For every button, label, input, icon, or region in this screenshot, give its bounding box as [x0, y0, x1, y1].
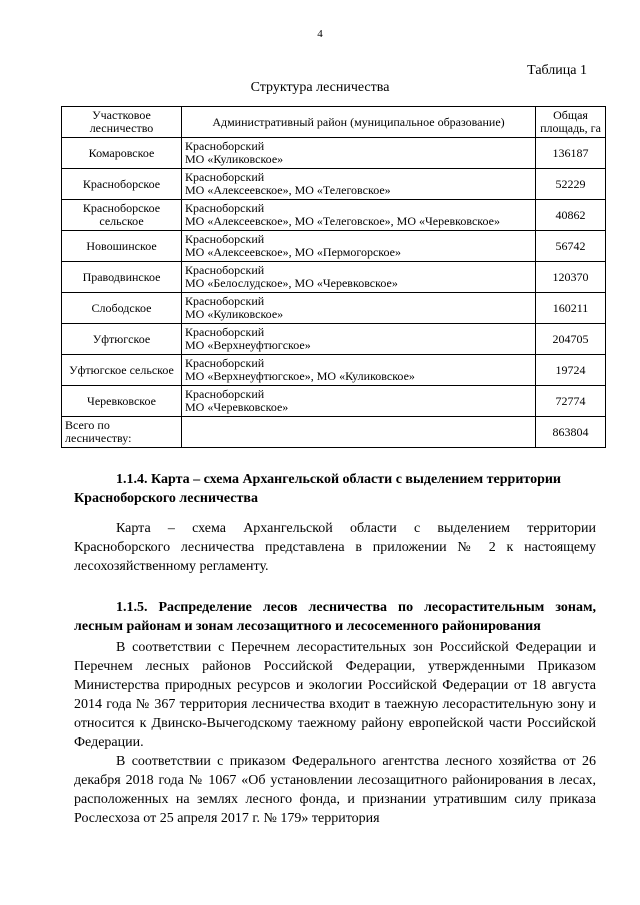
district-line: Красноборский [185, 325, 265, 339]
forestry-structure-table [61, 106, 606, 448]
table-row [62, 138, 606, 169]
row-district [182, 324, 536, 355]
row-name: Праводвинское [62, 262, 182, 293]
municipality-line: МО «Куликовское» [185, 307, 284, 321]
row-district [182, 262, 536, 293]
municipality-line: МО «Верхнеуфтюгское» [185, 338, 311, 352]
district-line: Красноборский [185, 201, 265, 215]
table-label: Таблица 1 [527, 63, 587, 78]
table-row [62, 293, 606, 324]
section-1-1-4-text: Карта – схема Архангельской области с выделением территории Красноборского лесничества представлена в приложении № 2 к настоящему лесохозяйственному регламенту. [74, 521, 596, 574]
row-name: Красноборское сельское [62, 200, 182, 231]
table-row [62, 169, 606, 200]
row-name: Черевковское [62, 386, 182, 417]
district-line: Красноборский [185, 263, 265, 277]
row-name: Уфтюгское сельское [62, 355, 182, 386]
row-district [182, 355, 536, 386]
header-district: Административный район (муниципальное образование) [182, 107, 536, 138]
total-label: Всего по лесничеству: [62, 417, 182, 448]
row-name: Комаровское [62, 138, 182, 169]
table-row [62, 355, 606, 386]
table-row [62, 262, 606, 293]
row-district [182, 293, 536, 324]
section-1-1-5-paragraph-1: В соответствии с Перечнем лесорастительных зон Российской Федерации и Перечнем лесных районов Российской Федерации, утвержденными Приказом Министерства природных ресурсов и экологии Российской Федерации от 18 августа 2014 года № 367 территория лесничества входит в таежную лесорастительную зону и относится к Двинско-Вычегодскому таежному району европейской части Российской Федерации. [74, 640, 596, 750]
municipality-line: МО «Алексеевское», МО «Телеговское» [185, 183, 391, 197]
district-line: Красноборский [185, 170, 265, 184]
district-line: Красноборский [185, 294, 265, 308]
municipality-line: МО «Куликовское» [185, 152, 284, 166]
row-name: Новошинское [62, 231, 182, 262]
row-district [182, 200, 536, 231]
district-line: Красноборский [185, 387, 265, 401]
section-1-1-5-paragraph-2: В соответствии с приказом Федерального агентства лесного хозяйства от 26 декабря 2018 года № 1067 «Об установлении лесозащитного районирования в лесах, расположенных на землях лесного фонда, и признании утратившим силу приказа Рослесхоза от 25 апреля 2017 г. № 179» территория [74, 754, 596, 826]
municipality-line: МО «Верхнеуфтюгское», МО «Куликовское» [185, 369, 415, 383]
row-area: 56742 [536, 231, 606, 262]
district-line: Красноборский [185, 232, 265, 246]
row-name: Слободское [62, 293, 182, 324]
total-empty-cell [182, 417, 536, 448]
district-line: Красноборский [185, 139, 265, 153]
row-area: 19724 [536, 355, 606, 386]
table-header-row [62, 107, 606, 138]
row-name: Красноборское [62, 169, 182, 200]
section-heading-1-1-4: 1.1.4. Карта – схема Архангельской области с выделением территории Красноборского лесничества [74, 472, 561, 506]
municipality-line: МО «Алексеевское», МО «Телеговское», МО «Черевковское» [185, 214, 500, 228]
row-area: 72774 [536, 386, 606, 417]
table-row [62, 231, 606, 262]
row-name: Уфтюгское [62, 324, 182, 355]
row-area: 120370 [536, 262, 606, 293]
table-caption: Структура лесничества [250, 80, 390, 95]
row-area: 136187 [536, 138, 606, 169]
header-name: Участковое лесничество [62, 107, 182, 138]
row-area: 160211 [536, 293, 606, 324]
row-district [182, 386, 536, 417]
row-area: 52229 [536, 169, 606, 200]
row-district [182, 138, 536, 169]
section-heading-1-1-5: 1.1.5. Распределение лесов лесничества по лесорастительным зонам, лесным районам и зонам лесозащитного и лесосеменного районирования [74, 600, 596, 634]
table-row [62, 200, 606, 231]
header-area: Общая площадь, га [536, 107, 606, 138]
municipality-line: МО «Алексеевское», МО «Пермогорское» [185, 245, 401, 259]
row-area: 40862 [536, 200, 606, 231]
table-row [62, 386, 606, 417]
page-number: 4 [317, 28, 323, 40]
table-row [62, 324, 606, 355]
total-area: 863804 [536, 417, 606, 448]
row-district [182, 231, 536, 262]
municipality-line: МО «Белослудское», МО «Черевковское» [185, 276, 398, 290]
row-district [182, 169, 536, 200]
table-total-row [62, 417, 606, 448]
row-area: 204705 [536, 324, 606, 355]
district-line: Красноборский [185, 356, 265, 370]
municipality-line: МО «Черевковское» [185, 400, 289, 414]
